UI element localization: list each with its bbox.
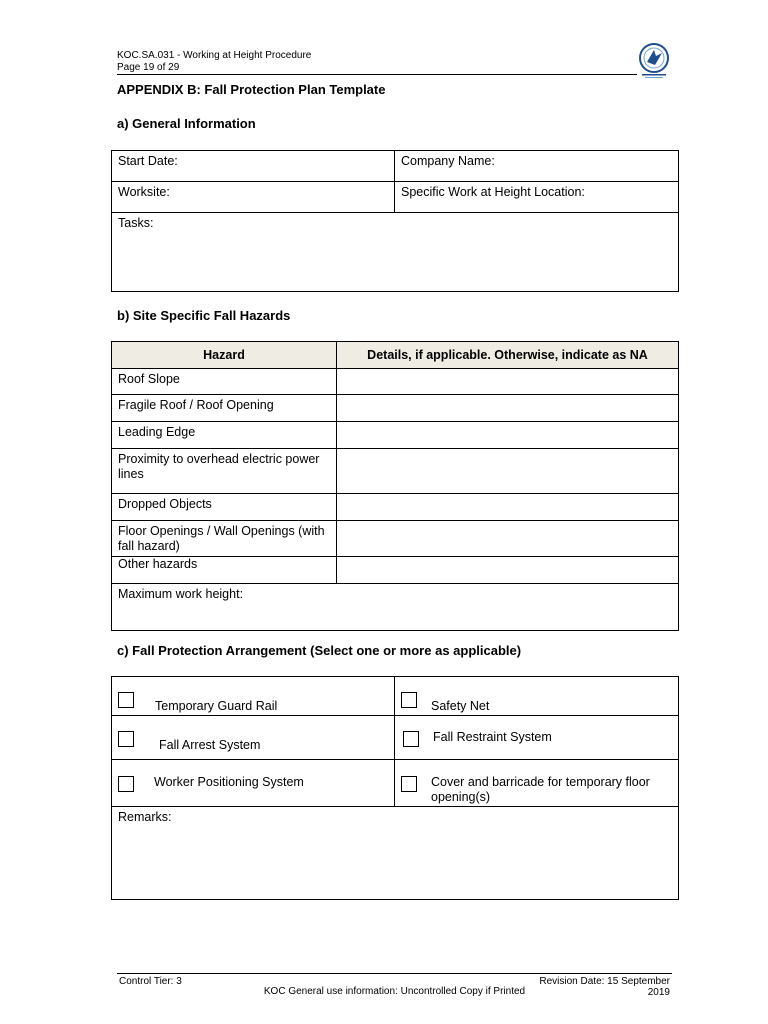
checkbox[interactable] — [401, 776, 417, 792]
company-name-field[interactable]: Company Name: — [395, 151, 679, 182]
control-tier: Control Tier: 3 — [119, 976, 182, 987]
table-row — [112, 449, 679, 494]
hazard-details-field[interactable] — [337, 369, 679, 395]
details-column-header: Details, if applicable. Otherwise, indicate as NA — [337, 342, 679, 369]
checkbox[interactable] — [401, 692, 417, 708]
start-date-field[interactable]: Start Date: — [112, 151, 395, 182]
hazard-name: Dropped Objects — [112, 494, 337, 521]
option-fall-arrest-system[interactable] — [112, 716, 395, 760]
appendix-title: APPENDIX B: Fall Protection Plan Template — [117, 82, 386, 97]
checkbox[interactable] — [118, 692, 134, 708]
hazard-details-field[interactable] — [337, 422, 679, 449]
hazard-name: Leading Edge — [112, 422, 337, 449]
max-work-height-field[interactable]: Maximum work height: — [112, 584, 679, 631]
hazard-name: Proximity to overhead electric power lines — [112, 449, 337, 494]
option-safety-net[interactable] — [395, 677, 679, 716]
hazard-details-field[interactable] — [337, 521, 679, 557]
footer-notice: KOC General use information: Uncontrolled Copy if Printed — [263, 986, 526, 997]
koc-logo-icon — [636, 40, 672, 80]
hazard-name: Fragile Roof / Roof Opening — [112, 395, 337, 422]
option-worker-positioning-system[interactable] — [112, 760, 395, 807]
checkbox[interactable] — [403, 731, 419, 747]
checkbox[interactable] — [118, 731, 134, 747]
fall-hazards-table — [111, 341, 679, 631]
option-label: Cover and barricade for temporary floor opening(s) — [431, 775, 650, 804]
hazard-name: Other hazards — [112, 557, 337, 584]
section-b-heading: b) Site Specific Fall Hazards — [117, 308, 291, 323]
option-label: Worker Positioning System — [154, 775, 304, 789]
table-row — [112, 369, 679, 395]
footer-divider — [117, 973, 672, 974]
hazard-name: Floor Openings / Wall Openings (with fall hazard) — [112, 521, 337, 557]
document-title: KOC.SA.031 - Working at Height Procedure — [117, 50, 312, 61]
worksite-field[interactable]: Worksite: — [112, 182, 395, 213]
remarks-field[interactable]: Remarks: — [112, 807, 679, 900]
hazard-details-field[interactable] — [337, 449, 679, 494]
option-cover-and-barricade[interactable] — [395, 760, 679, 807]
header-divider — [117, 74, 637, 75]
hazard-details-field[interactable] — [337, 395, 679, 422]
checkbox[interactable] — [118, 776, 134, 792]
page-number: Page 19 of 29 — [117, 62, 180, 73]
hazard-details-field[interactable] — [337, 494, 679, 521]
hazard-column-header: Hazard — [112, 342, 337, 369]
option-label: Safety Net — [431, 699, 490, 713]
section-c-heading: c) Fall Protection Arrangement (Select one or more as applicable) — [117, 643, 522, 658]
page-header — [117, 50, 677, 74]
specific-location-field[interactable]: Specific Work at Height Location: — [395, 182, 679, 213]
table-row — [112, 422, 679, 449]
hazard-details-field[interactable] — [337, 557, 679, 584]
tasks-field[interactable]: Tasks: — [112, 213, 679, 292]
section-a-heading: a) General Information — [117, 116, 256, 131]
revision-date: Revision Date: 15 September 2019 — [539, 976, 670, 998]
option-fall-restraint-system[interactable] — [395, 716, 679, 760]
table-row — [112, 494, 679, 521]
option-temporary-guard-rail[interactable] — [112, 677, 395, 716]
hazard-name: Roof Slope — [112, 369, 337, 395]
fall-protection-table — [111, 676, 679, 900]
option-label: Fall Arrest System — [159, 738, 261, 752]
table-row — [112, 557, 679, 584]
table-row — [112, 395, 679, 422]
general-information-table — [111, 150, 679, 292]
table-row — [112, 521, 679, 557]
option-label: Fall Restraint System — [433, 730, 552, 744]
option-label: Temporary Guard Rail — [155, 699, 278, 713]
